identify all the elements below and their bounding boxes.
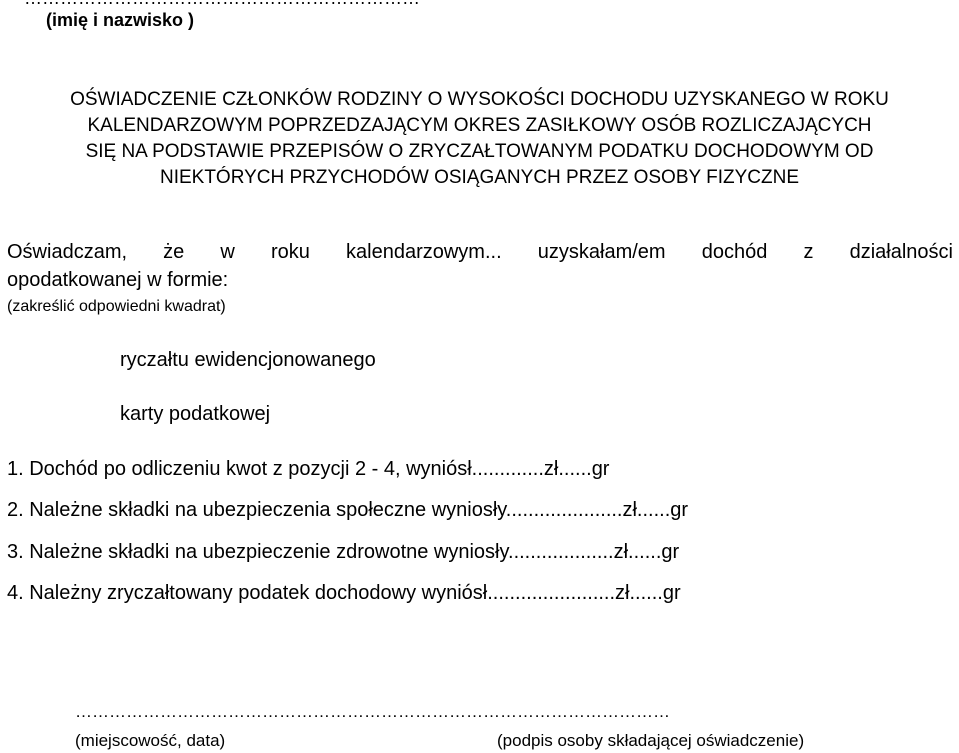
income-item-3[interactable]: 3. Należne składki na ubezpieczenie zdrowotne wyniosły...................zł......gr xyxy=(7,541,680,563)
income-item-2[interactable]: 2. Należne składki na ubezpieczenia społeczne wyniosły.....................zł......gr xyxy=(7,499,689,521)
title-line-4: NIEKTÓRYCH PRZYCHODÓW OSIĄGANYCH PRZEZ OSOBY FIZYCZNE xyxy=(159,167,800,188)
statement-word: działalności xyxy=(849,241,953,263)
title-line-1: OŚWIADCZENIE CZŁONKÓW RODZINY O WYSOKOŚCI DOCHODU UZYSKANEGO W ROKU xyxy=(70,89,889,110)
title-line-2: KALENDARZOWYM POPRZEDZAJĄCYM OKRES ZASIŁKOWY OSÓB ROZLICZAJĄCYCH xyxy=(87,115,872,136)
income-item-4[interactable]: 4. Należny zryczałtowany podatek dochodowy wyniósł.......................zł......gr xyxy=(7,582,681,604)
title-line-3: SIĘ NA PODSTAWIE PRZEPISÓW O ZRYCZAŁTOWANYM PODATKU DOCHODOWYM OD xyxy=(85,141,874,162)
statement-word: uzyskałam/em xyxy=(537,241,666,263)
option-lump-sum[interactable]: ryczałtu ewidencjonowanego xyxy=(120,349,376,371)
statement-word: dochód xyxy=(701,241,768,263)
signature-caption: (podpis osoby składającej oświadczenie) xyxy=(497,731,805,750)
signature-dotted-line: …………………………………………………………………………………………… xyxy=(75,702,670,721)
statement-hint: (zakreślić odpowiedni kwadrat) xyxy=(7,298,226,315)
statement-word: Oświadczam, xyxy=(7,241,128,263)
statement-word: w xyxy=(220,241,235,263)
year-fill-field[interactable]: kalendarzowym... xyxy=(346,241,502,263)
statement-line-2: opodatkowanej w formie: xyxy=(7,269,229,291)
income-item-1[interactable]: 1. Dochód po odliczeniu kwot z pozycji 2 - 4, wyniósł.............zł......gr xyxy=(7,458,610,480)
place-date-caption: (miejscowość, data) xyxy=(75,731,226,750)
statement-word: że xyxy=(163,241,185,263)
statement-line-1 xyxy=(7,241,953,264)
document-title xyxy=(0,87,959,191)
option-tax-card[interactable]: karty podatkowej xyxy=(120,403,271,425)
statement-word: z xyxy=(803,241,814,263)
statement-word: roku xyxy=(270,241,310,263)
name-dotted-line xyxy=(24,0,420,9)
name-caption: (imię i nazwisko ) xyxy=(46,10,195,30)
